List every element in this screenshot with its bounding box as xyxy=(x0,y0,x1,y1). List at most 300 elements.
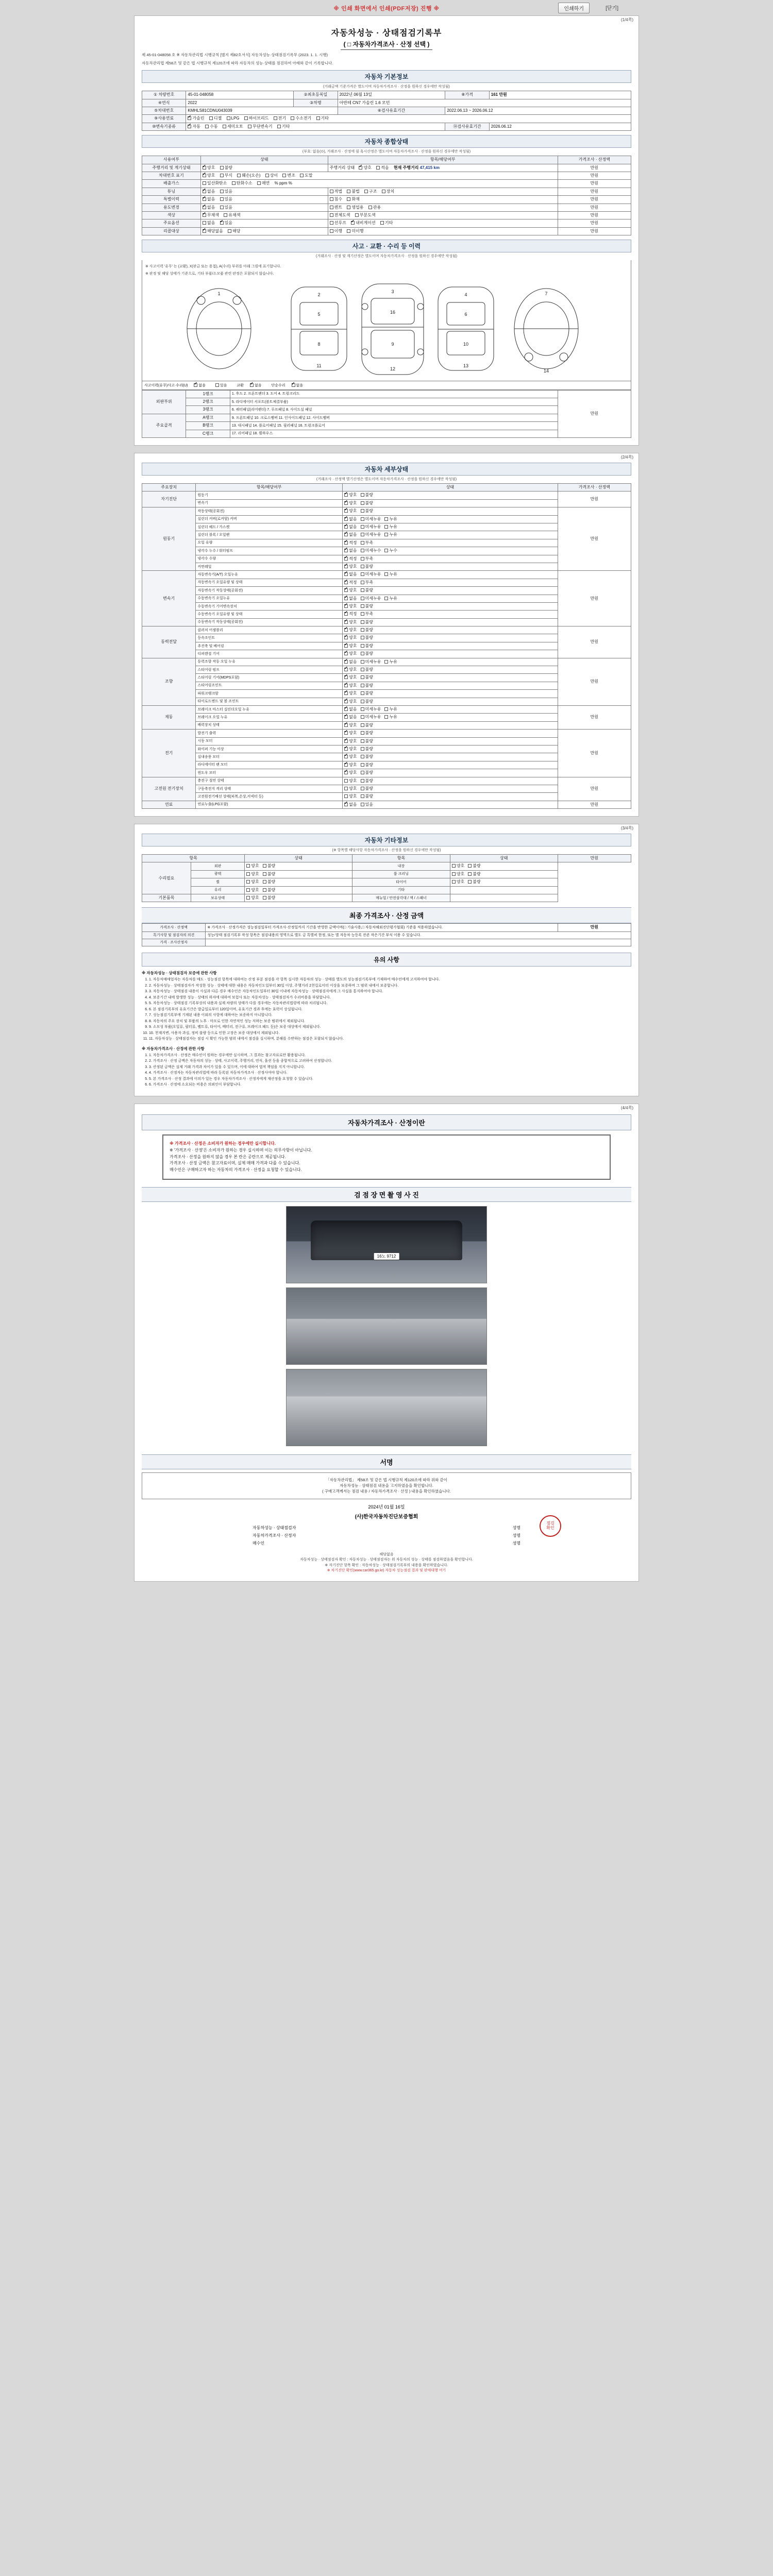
detail-option-1[interactable] xyxy=(361,643,373,649)
checkbox-icon[interactable] xyxy=(361,803,364,806)
checkbox-icon[interactable] xyxy=(361,644,364,648)
opt-good[interactable]: ✔ 양호 xyxy=(203,173,215,178)
detail-option-0[interactable] xyxy=(344,762,357,768)
checkbox-icon[interactable] xyxy=(330,206,333,209)
checkbox-icon[interactable] xyxy=(224,213,227,217)
detail-option-0[interactable] xyxy=(344,580,357,585)
checkbox-icon[interactable] xyxy=(263,880,266,884)
detail-option-1[interactable] xyxy=(361,794,373,799)
checkbox-icon[interactable] xyxy=(384,715,388,719)
checkbox-icon[interactable] xyxy=(361,771,364,774)
opt-flood[interactable]: 침수 xyxy=(330,197,342,202)
checkbox-icon[interactable] xyxy=(344,517,348,521)
detail-option-0[interactable] xyxy=(344,524,357,530)
detail-option-0[interactable] xyxy=(344,572,357,577)
detail-option-0[interactable] xyxy=(344,604,357,609)
checkbox-icon[interactable] xyxy=(220,174,224,177)
checkbox-icon[interactable] xyxy=(382,190,385,193)
detail-option-1[interactable] xyxy=(361,778,373,784)
checkbox-icon[interactable] xyxy=(244,116,248,120)
checkbox-icon[interactable] xyxy=(361,581,364,584)
opt-structure[interactable]: 구조 xyxy=(364,189,377,194)
checkbox-icon[interactable] xyxy=(361,763,364,767)
etc-opt2-0[interactable] xyxy=(452,872,464,877)
detail-option-2[interactable] xyxy=(384,596,397,601)
checkbox-icon[interactable] xyxy=(220,190,224,193)
checkbox-icon[interactable] xyxy=(361,604,364,608)
opt-full-paint[interactable]: 전체도색 xyxy=(330,213,350,218)
detail-option-1[interactable] xyxy=(361,635,373,640)
detail-option-0[interactable] xyxy=(344,667,357,672)
checkbox-icon[interactable] xyxy=(344,700,348,703)
detail-option-1[interactable] xyxy=(361,509,373,514)
checkbox-icon[interactable] xyxy=(194,383,197,387)
checkbox-icon[interactable] xyxy=(361,755,364,758)
etc-opt1-1[interactable] xyxy=(263,872,275,877)
checkbox-icon[interactable] xyxy=(361,541,364,545)
opt-achromatic[interactable]: ✔ 무채색 xyxy=(203,213,219,218)
opt-good2[interactable]: ✔ 양호 xyxy=(359,165,371,171)
checkbox-icon[interactable] xyxy=(361,747,364,751)
detail-option-1[interactable] xyxy=(361,715,381,720)
checkbox-icon[interactable] xyxy=(344,652,348,655)
opt-yes[interactable]: 있음 xyxy=(220,189,232,194)
checkbox-icon[interactable] xyxy=(344,525,348,529)
checkbox-icon[interactable] xyxy=(344,644,348,648)
detail-option-1[interactable] xyxy=(361,556,373,562)
checkbox-icon[interactable] xyxy=(300,174,304,177)
checkbox-icon[interactable] xyxy=(203,174,206,177)
checkbox-icon[interactable] xyxy=(344,794,348,798)
checkbox-icon[interactable] xyxy=(361,684,364,687)
checkbox-icon[interactable] xyxy=(361,723,364,727)
detail-option-1[interactable] xyxy=(361,659,381,665)
etc-opt2-1[interactable] xyxy=(468,863,480,869)
checkbox-icon[interactable] xyxy=(384,549,388,552)
checkbox-icon[interactable] xyxy=(361,794,364,798)
fuel-option-diesel[interactable]: 디젤 xyxy=(209,116,222,121)
detail-option-1[interactable] xyxy=(361,517,381,522)
checkbox-icon[interactable] xyxy=(203,229,206,233)
opt-illegal[interactable]: 불법 xyxy=(347,189,359,194)
checkbox-icon[interactable] xyxy=(330,221,333,225)
checkbox-icon[interactable] xyxy=(232,181,236,185)
opt-not-done[interactable]: 미이행 xyxy=(347,229,363,234)
legend-accident-yes[interactable]: 있음 xyxy=(215,383,227,388)
checkbox-icon[interactable] xyxy=(203,213,206,217)
checkbox-icon[interactable] xyxy=(344,684,348,687)
checkbox-icon[interactable] xyxy=(468,880,472,884)
checkbox-icon[interactable] xyxy=(361,700,364,703)
etc-opt1-0[interactable] xyxy=(246,872,259,877)
checkbox-icon[interactable] xyxy=(384,525,388,529)
checkbox-icon[interactable] xyxy=(452,880,456,884)
checkbox-icon[interactable] xyxy=(361,668,364,671)
checkbox-icon[interactable] xyxy=(344,675,348,679)
opt-altered[interactable]: 변조 xyxy=(282,173,295,178)
checkbox-icon[interactable] xyxy=(248,125,251,128)
detail-option-1[interactable] xyxy=(361,540,373,546)
detail-option-0[interactable] xyxy=(344,778,357,784)
checkbox-icon[interactable] xyxy=(344,493,348,497)
checkbox-icon[interactable] xyxy=(361,675,364,679)
checkbox-icon[interactable] xyxy=(344,620,348,624)
etc-opt1-0[interactable] xyxy=(246,895,259,901)
detail-option-0[interactable] xyxy=(344,802,357,807)
etc-opt2-1[interactable] xyxy=(468,872,480,877)
checkbox-icon[interactable] xyxy=(203,197,206,201)
detail-option-2[interactable] xyxy=(384,524,397,530)
detail-option-2[interactable] xyxy=(384,659,397,665)
legend-accident-none[interactable]: ✔ 없음 xyxy=(194,383,206,388)
fuel-option-lpg[interactable]: LPG xyxy=(227,116,240,121)
etc-opt2-1[interactable] xyxy=(468,879,480,885)
etc-opt1-1[interactable] xyxy=(263,888,275,893)
detail-option-1[interactable] xyxy=(361,691,373,696)
checkbox-icon[interactable] xyxy=(384,597,388,600)
detail-option-0[interactable] xyxy=(344,628,357,633)
opt-yes[interactable]: ✔ 있음 xyxy=(220,221,232,226)
opt-sunroof[interactable]: 선루프 xyxy=(330,221,346,226)
checkbox-icon[interactable] xyxy=(344,779,348,783)
checkbox-icon[interactable] xyxy=(361,628,364,632)
checkbox-icon[interactable] xyxy=(330,213,333,217)
checkbox-icon[interactable] xyxy=(344,612,348,616)
trans-option-cvt[interactable]: 무단변속기 xyxy=(248,124,273,129)
detail-option-0[interactable] xyxy=(344,643,357,649)
checkbox-icon[interactable] xyxy=(246,888,250,892)
checkbox-icon[interactable] xyxy=(361,565,364,568)
detail-option-1[interactable] xyxy=(361,572,381,577)
checkbox-icon[interactable] xyxy=(205,125,209,128)
checkbox-icon[interactable] xyxy=(344,549,348,552)
opt-navigation[interactable]: ✔ 내비게이션 xyxy=(351,221,376,226)
detail-option-1[interactable] xyxy=(361,588,373,593)
etc-opt1-1[interactable] xyxy=(263,895,275,901)
trans-option-semi[interactable]: 세미오토 xyxy=(223,124,243,129)
checkbox-icon[interactable] xyxy=(263,864,266,868)
checkbox-icon[interactable] xyxy=(344,803,348,806)
checkbox-icon[interactable] xyxy=(347,229,350,233)
checkbox-icon[interactable] xyxy=(361,787,364,790)
detail-option-0[interactable] xyxy=(344,715,357,720)
checkbox-icon[interactable] xyxy=(330,229,333,233)
checkbox-icon[interactable] xyxy=(361,691,364,695)
checkbox-icon[interactable] xyxy=(361,739,364,743)
detail-option-0[interactable] xyxy=(344,786,357,791)
checkbox-icon[interactable] xyxy=(188,116,191,120)
trans-option-other[interactable]: 기타 xyxy=(277,124,290,129)
detail-option-0[interactable] xyxy=(344,548,357,553)
checkbox-icon[interactable] xyxy=(361,779,364,783)
checkbox-icon[interactable] xyxy=(361,636,364,639)
opt-none[interactable]: ✔ 없음 xyxy=(203,205,215,210)
detail-option-1[interactable] xyxy=(361,612,373,617)
opt-none[interactable]: ✔ 없음 xyxy=(203,197,215,202)
etc-opt1-0[interactable] xyxy=(246,863,259,869)
checkbox-icon[interactable] xyxy=(344,557,348,561)
checkbox-icon[interactable] xyxy=(220,197,224,201)
detail-option-0[interactable] xyxy=(344,635,357,640)
checkbox-icon[interactable] xyxy=(468,872,472,876)
detail-option-1[interactable] xyxy=(361,723,373,728)
checkbox-icon[interactable] xyxy=(344,731,348,735)
checkbox-icon[interactable] xyxy=(361,597,364,600)
checkbox-icon[interactable] xyxy=(384,572,388,576)
checkbox-icon[interactable] xyxy=(209,116,213,120)
detail-option-0[interactable] xyxy=(344,501,357,506)
checkbox-icon[interactable] xyxy=(361,620,364,624)
opt-device[interactable]: 장치 xyxy=(382,189,394,194)
etc-opt1-0[interactable] xyxy=(246,879,259,885)
opt-not-applicable[interactable]: ✔ 해당없음 xyxy=(203,229,223,234)
checkbox-icon[interactable] xyxy=(361,731,364,735)
detail-option-0[interactable] xyxy=(344,691,357,696)
checkbox-icon[interactable] xyxy=(384,660,388,664)
print-button[interactable]: 인쇄하기 xyxy=(558,3,590,13)
fuel-option-gasoline[interactable]: ✔ 가솔린 xyxy=(188,116,204,121)
opt-corrosion[interactable]: 부식 xyxy=(220,173,232,178)
checkbox-icon[interactable] xyxy=(344,636,348,639)
checkbox-icon[interactable] xyxy=(246,880,250,884)
checkbox-icon[interactable] xyxy=(361,660,364,664)
checkbox-icon[interactable] xyxy=(361,588,364,592)
checkbox-icon[interactable] xyxy=(263,872,266,876)
opt-legal[interactable]: 적법 xyxy=(330,189,342,194)
checkbox-icon[interactable] xyxy=(344,628,348,632)
checkbox-icon[interactable] xyxy=(344,533,348,536)
checkbox-icon[interactable] xyxy=(203,190,206,193)
checkbox-icon[interactable] xyxy=(344,660,348,664)
checkbox-icon[interactable] xyxy=(361,509,364,513)
checkbox-icon[interactable] xyxy=(277,125,281,128)
fuel-option-electric[interactable]: 전기 xyxy=(274,116,286,121)
checkbox-icon[interactable] xyxy=(223,125,226,128)
checkbox-icon[interactable] xyxy=(468,864,472,868)
checkbox-icon[interactable] xyxy=(265,174,269,177)
opt-done[interactable]: 이행 xyxy=(330,229,342,234)
detail-option-1[interactable] xyxy=(361,580,373,585)
checkbox-icon[interactable] xyxy=(347,206,350,209)
checkbox-icon[interactable] xyxy=(361,493,364,497)
checkbox-icon[interactable] xyxy=(344,668,348,671)
checkbox-icon[interactable] xyxy=(220,221,224,225)
opt-business[interactable]: 영업용 xyxy=(347,205,363,210)
checkbox-icon[interactable] xyxy=(291,116,294,120)
detail-option-1[interactable] xyxy=(361,699,373,704)
detail-option-1[interactable] xyxy=(361,548,381,553)
checkbox-icon[interactable] xyxy=(282,174,286,177)
checkbox-icon[interactable] xyxy=(344,747,348,751)
checkbox-icon[interactable] xyxy=(344,509,348,513)
detail-option-1[interactable] xyxy=(361,786,373,791)
detail-option-1[interactable] xyxy=(361,501,373,506)
checkbox-icon[interactable] xyxy=(361,652,364,655)
checkbox-icon[interactable] xyxy=(384,533,388,536)
detail-option-0[interactable] xyxy=(344,731,357,736)
detail-option-1[interactable] xyxy=(361,628,373,633)
detail-option-1[interactable] xyxy=(361,675,373,680)
detail-option-0[interactable] xyxy=(344,532,357,537)
checkbox-icon[interactable] xyxy=(344,755,348,758)
fuel-option-other[interactable]: 기타 xyxy=(316,116,329,121)
fuel-option-hybrid[interactable]: 하이브리드 xyxy=(244,116,269,121)
legend-simple-none[interactable]: ✔ 없음 xyxy=(292,383,304,388)
checkbox-icon[interactable] xyxy=(376,166,380,170)
checkbox-icon[interactable] xyxy=(263,896,266,900)
detail-option-0[interactable] xyxy=(344,564,357,569)
detail-option-2[interactable] xyxy=(384,707,397,712)
checkbox-icon[interactable] xyxy=(246,864,250,868)
checkbox-icon[interactable] xyxy=(361,517,364,521)
detail-option-0[interactable] xyxy=(344,493,357,498)
detail-option-1[interactable] xyxy=(361,762,373,768)
checkbox-icon[interactable] xyxy=(203,221,206,225)
checkbox-icon[interactable] xyxy=(452,864,456,868)
opt-government[interactable]: 관용 xyxy=(368,205,381,210)
opt-different[interactable]: 상이 xyxy=(265,173,278,178)
detail-option-1[interactable] xyxy=(361,802,373,807)
opt-bad[interactable]: 불량 xyxy=(220,165,232,171)
checkbox-icon[interactable] xyxy=(292,383,295,387)
detail-option-0[interactable] xyxy=(344,509,357,514)
opt-none[interactable]: 없음 xyxy=(203,221,215,226)
checkbox-icon[interactable] xyxy=(228,229,231,233)
checkbox-icon[interactable] xyxy=(361,525,364,529)
detail-option-2[interactable] xyxy=(384,532,397,537)
opt-applicable[interactable]: 해당 xyxy=(228,229,240,234)
etc-opt2-0[interactable] xyxy=(452,863,464,869)
checkbox-icon[interactable] xyxy=(203,206,206,209)
detail-option-0[interactable] xyxy=(344,699,357,704)
opt-less[interactable]: 적음 xyxy=(376,165,389,171)
checkbox-icon[interactable] xyxy=(361,557,364,561)
detail-option-0[interactable] xyxy=(344,794,357,799)
checkbox-icon[interactable] xyxy=(344,787,348,790)
checkbox-icon[interactable] xyxy=(344,565,348,568)
checkbox-icon[interactable] xyxy=(330,197,333,201)
detail-option-1[interactable] xyxy=(361,604,373,609)
detail-option-1[interactable] xyxy=(361,493,373,498)
detail-option-0[interactable] xyxy=(344,770,357,775)
opt-fire[interactable]: 화재 xyxy=(347,197,359,202)
legend-exchange-none[interactable]: ✔ 없음 xyxy=(250,383,262,388)
opt-none[interactable]: ✔ 없음 xyxy=(203,189,215,194)
opt-smoke[interactable]: 매연 xyxy=(257,181,270,186)
checkbox-icon[interactable] xyxy=(246,896,250,900)
checkbox-icon[interactable] xyxy=(250,383,254,387)
checkbox-icon[interactable] xyxy=(384,517,388,521)
checkbox-icon[interactable] xyxy=(344,597,348,600)
checkbox-icon[interactable] xyxy=(347,190,350,193)
detail-option-0[interactable] xyxy=(344,723,357,728)
etc-opt1-1[interactable] xyxy=(263,863,275,869)
checkbox-icon[interactable] xyxy=(361,612,364,616)
checkbox-icon[interactable] xyxy=(203,166,206,170)
detail-option-1[interactable] xyxy=(361,667,373,672)
opt-good[interactable]: ✔ 양호 xyxy=(203,165,215,171)
checkbox-icon[interactable] xyxy=(344,541,348,545)
opt-etc[interactable]: 기타 xyxy=(380,221,393,226)
checkbox-icon[interactable] xyxy=(220,166,224,170)
detail-option-1[interactable] xyxy=(361,731,373,736)
checkbox-icon[interactable] xyxy=(188,125,191,128)
close-link[interactable]: [닫기] xyxy=(606,6,618,11)
etc-opt2-0[interactable] xyxy=(452,879,464,885)
checkbox-icon[interactable] xyxy=(237,174,241,177)
opt-yes[interactable]: 있음 xyxy=(220,197,232,202)
checkbox-icon[interactable] xyxy=(452,872,456,876)
opt-co[interactable]: 일산화탄소 xyxy=(203,181,227,186)
checkbox-icon[interactable] xyxy=(361,549,364,552)
checkbox-icon[interactable] xyxy=(220,206,224,209)
detail-option-0[interactable] xyxy=(344,651,357,656)
checkbox-icon[interactable] xyxy=(384,707,388,711)
detail-option-0[interactable] xyxy=(344,747,357,752)
checkbox-icon[interactable] xyxy=(351,221,355,225)
detail-option-1[interactable] xyxy=(361,747,373,752)
checkbox-icon[interactable] xyxy=(344,763,348,767)
etc-opt1-0[interactable] xyxy=(246,888,259,893)
checkbox-icon[interactable] xyxy=(355,213,359,217)
detail-option-0[interactable] xyxy=(344,675,357,680)
detail-option-1[interactable] xyxy=(361,754,373,759)
checkbox-icon[interactable] xyxy=(361,533,364,536)
detail-option-0[interactable] xyxy=(344,612,357,617)
checkbox-icon[interactable] xyxy=(361,572,364,576)
detail-option-1[interactable] xyxy=(361,620,373,625)
checkbox-icon[interactable] xyxy=(359,166,362,170)
checkbox-icon[interactable] xyxy=(344,739,348,743)
detail-option-0[interactable] xyxy=(344,517,357,522)
checkbox-icon[interactable] xyxy=(344,707,348,711)
detail-option-1[interactable] xyxy=(361,739,373,744)
checkbox-icon[interactable] xyxy=(257,181,261,185)
checkbox-icon[interactable] xyxy=(203,181,206,185)
detail-option-0[interactable] xyxy=(344,588,357,593)
detail-option-2[interactable] xyxy=(384,572,397,577)
checkbox-icon[interactable] xyxy=(344,588,348,592)
checkbox-icon[interactable] xyxy=(361,707,364,711)
etc-opt1-1[interactable] xyxy=(263,879,275,885)
detail-option-0[interactable] xyxy=(344,596,357,601)
checkbox-icon[interactable] xyxy=(215,383,219,387)
detail-option-0[interactable] xyxy=(344,659,357,665)
detail-option-0[interactable] xyxy=(344,683,357,688)
detail-option-1[interactable] xyxy=(361,770,373,775)
detail-option-1[interactable] xyxy=(361,532,381,537)
checkbox-icon[interactable] xyxy=(227,116,230,120)
detail-option-1[interactable] xyxy=(361,524,381,530)
trans-option-auto[interactable]: ✔ 자동 xyxy=(188,124,200,129)
detail-option-1[interactable] xyxy=(361,683,373,688)
checkbox-icon[interactable] xyxy=(380,221,384,225)
opt-damage[interactable]: 훼손(오손) xyxy=(237,173,260,178)
trans-option-manual[interactable]: 수동 xyxy=(205,124,217,129)
checkbox-icon[interactable] xyxy=(344,572,348,576)
checkbox-icon[interactable] xyxy=(347,197,350,201)
detail-option-0[interactable] xyxy=(344,540,357,546)
checkbox-icon[interactable] xyxy=(344,691,348,695)
detail-option-0[interactable] xyxy=(344,620,357,625)
opt-rent[interactable]: 렌트 xyxy=(330,205,342,210)
opt-yes[interactable]: 있음 xyxy=(220,205,232,210)
detail-option-0[interactable] xyxy=(344,556,357,562)
checkbox-icon[interactable] xyxy=(316,116,320,120)
checkbox-icon[interactable] xyxy=(344,581,348,584)
detail-option-1[interactable] xyxy=(361,651,373,656)
detail-option-2[interactable] xyxy=(384,517,397,522)
